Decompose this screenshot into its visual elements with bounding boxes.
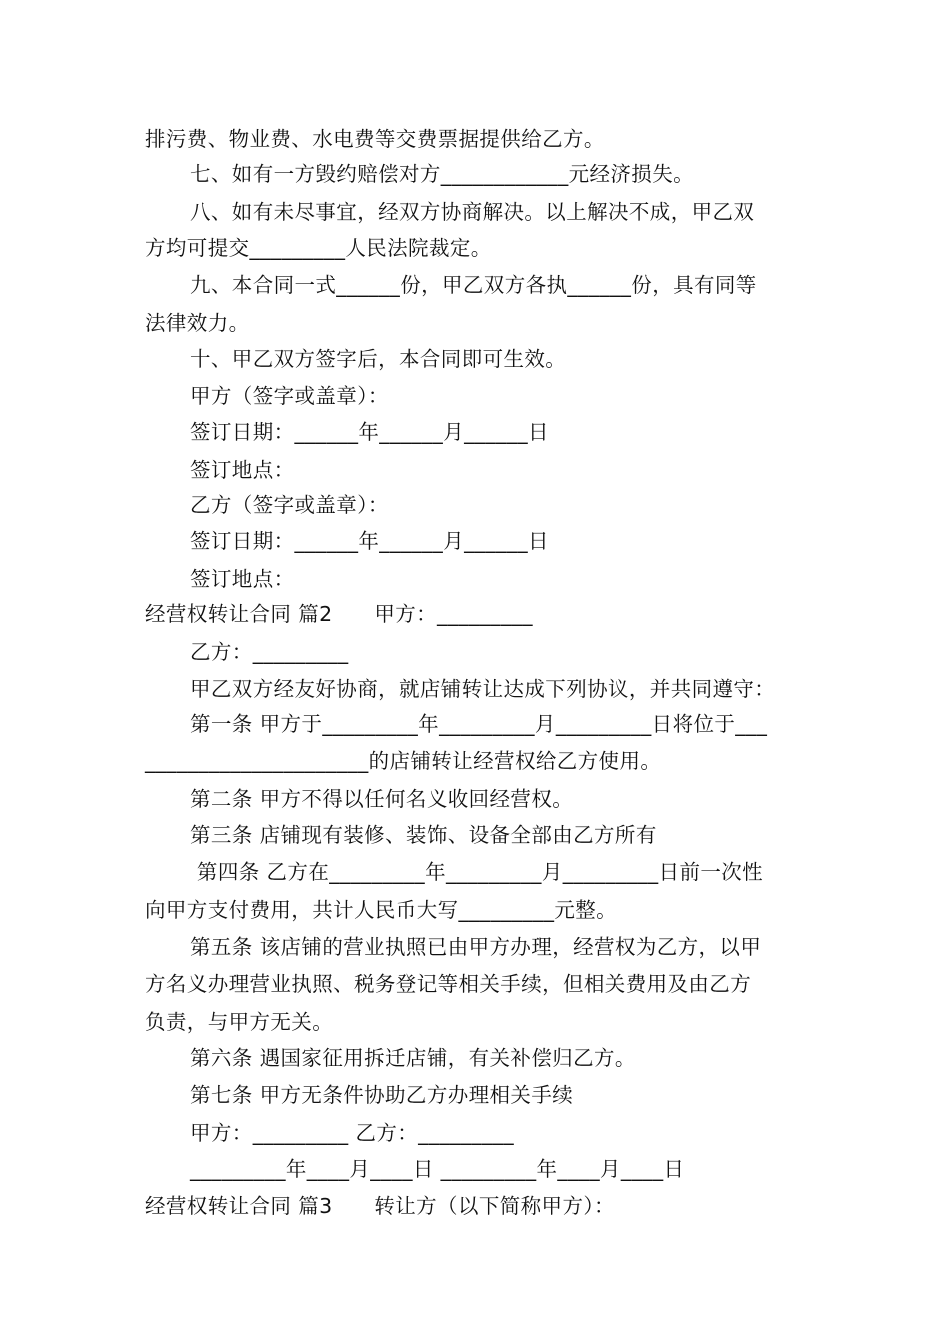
clause-7: 七、如有一方毁约赔偿对方____________元经济损失。 [190,162,694,186]
article-7: 第七条 甲方无条件协助乙方办理相关手续 [190,1083,574,1107]
date-line: _________年____月____日 _________年____月____日 [190,1157,685,1181]
section-heading-2: 经营权转让合同 篇2 甲方：_________ [145,602,533,626]
text-line: 法律效力。 [145,311,250,335]
article-2: 第二条 甲方不得以任何名义收回经营权。 [190,787,574,811]
article-6: 第六条 遇国家征用拆迁店铺，有关补偿归乙方。 [190,1046,636,1070]
signing-date-b: 签订日期：______年______月______日 [190,529,549,553]
article-5: 第五条 该店铺的营业执照已由甲方办理，经营权为乙方，以甲 [190,935,762,959]
text-line: 排污费、物业费、水电费等交费票据提供给乙方。 [145,127,605,151]
article-1: 第一条 甲方于_________年_________月_________日将位于___ [190,712,768,736]
article-4: 第四条 乙方在_________年_________月_________日前一次性 [190,860,764,884]
signing-place-a: 签订地点： [190,458,295,482]
text-line: 向甲方支付费用，共计人民币大写_________元整。 [145,898,618,922]
signing-place-b: 签订地点： [190,567,295,591]
text-line: 方均可提交_________人民法院裁定。 [145,236,492,260]
signing-date-a: 签订日期：______年______月______日 [190,420,549,444]
party-b-signature: 乙方（签字或盖章）： [190,493,389,517]
text-line: _____________________的店铺转让经营权给乙方使用。 [145,749,662,773]
clause-8: 八、如有未尽事宜，经双方协商解决。以上解决不成，甲乙双 [190,200,755,224]
section-heading-3: 经营权转让合同 篇3 转让方（以下简称甲方）： [145,1194,615,1218]
party-b-line: 乙方：_________ [190,640,349,664]
clause-9: 九、本合同一式______份，甲乙双方各执______份，具有同等 [190,273,757,297]
intro-paragraph: 甲乙双方经友好协商，就店铺转让达成下列协议，并共同遵守： [190,677,776,701]
article-3: 第三条 店铺现有装修、装饰、设备全部由乙方所有 [190,823,657,847]
text-line: 负责，与甲方无关。 [145,1010,334,1034]
clause-10: 十、甲乙双方签字后，本合同即可生效。 [190,347,567,371]
party-a-signature: 甲方（签字或盖章）： [190,384,389,408]
signature-line: 甲方：_________ 乙方：_________ [190,1121,515,1145]
text-line: 方名义办理营业执照、税务登记等相关手续，但相关费用及由乙方 [145,972,752,996]
